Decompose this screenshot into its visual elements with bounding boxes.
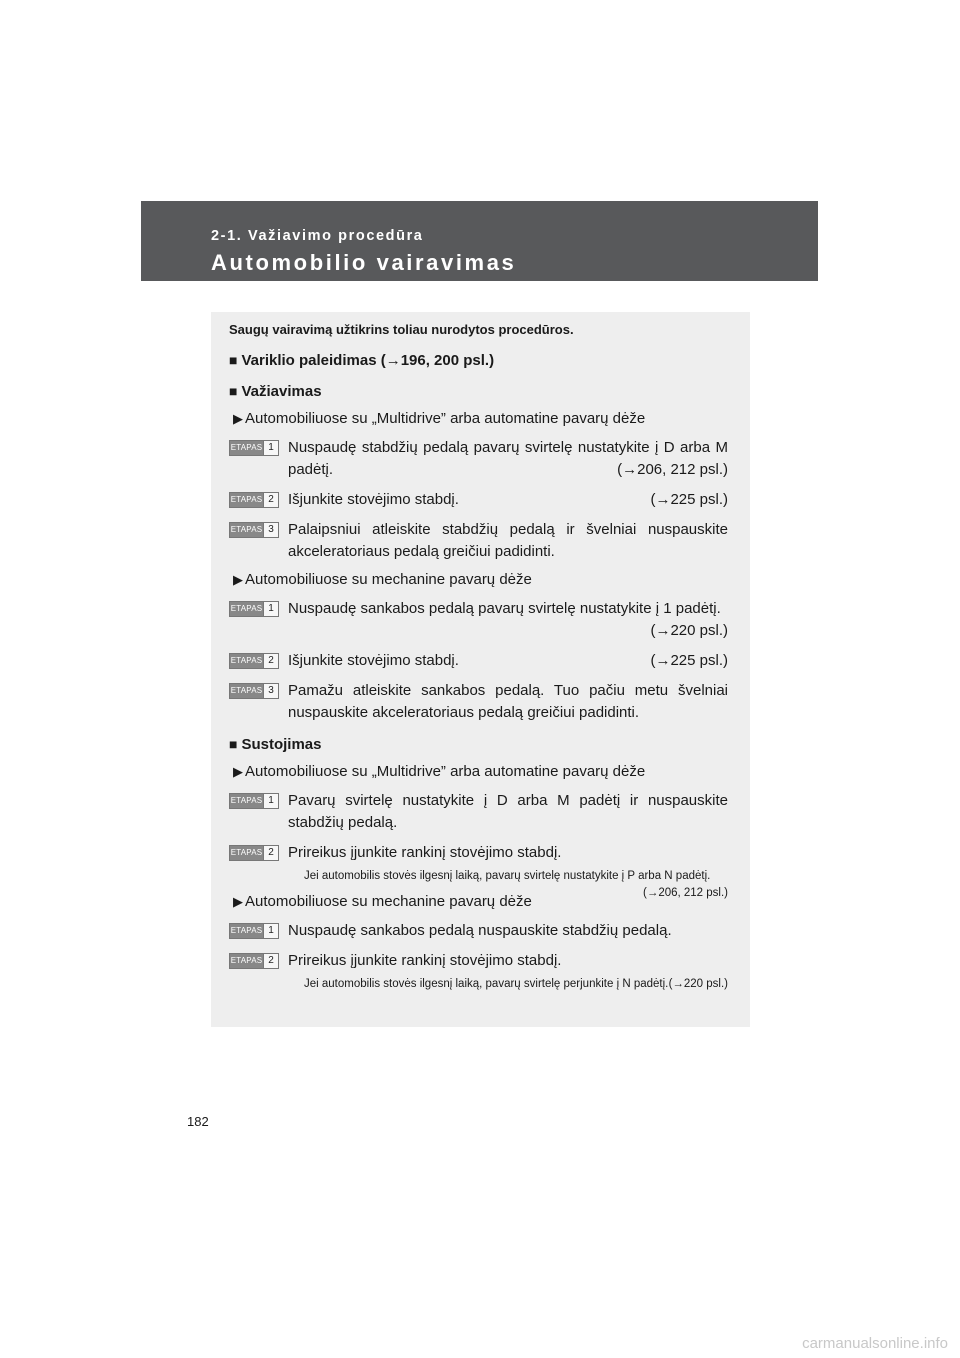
step-badge-label: ETAPAS (230, 654, 263, 668)
section-heading-text: Sustojimas (241, 736, 322, 753)
step-note (304, 868, 728, 899)
subsection-title-text: Automobiliuose su mechanine pavarų dėže (245, 893, 532, 910)
watermark: carmanualsonline.info (802, 1335, 948, 1352)
step-badge-icon (229, 845, 279, 861)
step-number: 3 (263, 684, 278, 698)
section-heading-text: Važiavimas (241, 383, 322, 400)
page-reference: (→206, 212 psl.) (617, 461, 728, 478)
triangle-bullet-icon: ▶ (233, 572, 243, 587)
step-row (229, 437, 728, 481)
step-text (288, 489, 728, 511)
step-number: 2 (263, 493, 278, 507)
step-row (229, 650, 728, 672)
step-badge-label: ETAPAS (230, 602, 263, 616)
procedure-sections (229, 350, 728, 993)
step-badge-label: ETAPAS (230, 846, 263, 860)
step-badge-label: ETAPAS (230, 523, 263, 537)
square-bullet-icon: ■ (229, 352, 238, 368)
procedure-panel (211, 312, 750, 1027)
step-row (229, 680, 728, 724)
subsection-title-text: Automobiliuose su „Multidrive” arba automatine pavarų dėže (245, 410, 646, 427)
step-number: 2 (263, 846, 278, 860)
step-badge-icon (229, 653, 279, 669)
step-badge-icon (229, 793, 279, 809)
step-note-text: Jei automobilis stovės ilgesnį laiką, pavarų svirtelę nustatykite į P arba N padėtį. (304, 870, 711, 882)
step-badge-label: ETAPAS (230, 441, 263, 455)
page-reference: (→220 psl.) (650, 622, 728, 639)
step-row (229, 489, 728, 511)
step-text (288, 650, 728, 672)
step-badge-icon (229, 923, 279, 939)
step-row (229, 519, 728, 563)
step-badge-label: ETAPAS (230, 924, 263, 938)
step-badge-label: ETAPAS (230, 954, 263, 968)
step-number: 2 (263, 954, 278, 968)
section-heading (229, 734, 728, 755)
page-reference: (→220 psl.) (668, 978, 728, 990)
section-label: 2-1. Važiavimo procedūra (211, 228, 424, 244)
step-badge-icon (229, 522, 279, 538)
step-badge-icon (229, 683, 279, 699)
step-text-content: Išjunkite stovėjimo stabdį. (288, 652, 459, 669)
intro-text: Saugų vairavimą užtikrins toliau nurodytos procedūros. (229, 322, 574, 337)
step-text-content: Nuspaudę sankabos pedalą pavarų svirtelę nustatykite į 1 padėtį. (288, 600, 721, 617)
step-row (229, 598, 728, 642)
step-note (304, 976, 728, 993)
section-heading (229, 350, 728, 371)
subsection-title-text: Automobiliuose su „Multidrive” arba automatine pavarų dėže (245, 763, 646, 780)
step-text-content: Prireikus įjunkite rankinį stovėjimo stabdį. (288, 952, 562, 969)
step-text-content: Nuspaudę stabdžių pedalą pavarų svirtelę nustatykite į D arba M padėtį. (288, 439, 728, 478)
step-row (229, 842, 728, 864)
step-text (288, 790, 728, 834)
page-number: 182 (187, 1114, 209, 1129)
subsection-title (229, 762, 728, 782)
step-number: 1 (263, 794, 278, 808)
step-number: 2 (263, 654, 278, 668)
step-text (288, 920, 728, 942)
step-badge-label: ETAPAS (230, 684, 263, 698)
square-bullet-icon: ■ (229, 383, 238, 399)
step-text-content: Pamažu atleiskite sankabos pedalą. Tuo pačiu metu švelniai nuspauskite akceleratoriaus pedalą greičiui padidinti. (288, 682, 728, 721)
step-text (288, 842, 728, 864)
step-text (288, 950, 728, 972)
step-number: 1 (263, 441, 278, 455)
triangle-bullet-icon: ▶ (233, 411, 243, 426)
section-heading-text: Variklio paleidimas (→196, 200 psl.) (241, 352, 495, 369)
page-reference: (→225 psl.) (650, 491, 728, 508)
step-text (288, 437, 728, 481)
step-badge-icon (229, 492, 279, 508)
step-text (288, 680, 728, 724)
step-row (229, 950, 728, 972)
step-text-content: Nuspaudę sankabos pedalą nuspauskite stabdžių pedalą. (288, 922, 672, 939)
step-badge-icon (229, 953, 279, 969)
step-number: 1 (263, 924, 278, 938)
step-badge-label: ETAPAS (230, 794, 263, 808)
step-text (288, 598, 728, 642)
triangle-bullet-icon: ▶ (233, 894, 243, 909)
step-note-text: Jei automobilis stovės ilgesnį laiką, pavarų svirtelę perjunkite į N padėtį. (304, 978, 669, 990)
step-text-content: Išjunkite stovėjimo stabdį. (288, 491, 459, 508)
step-text-content: Palaipsniui atleiskite stabdžių pedalą ir švelniai nuspauskite akceleratoriaus pedalą greičiui padidinti. (288, 521, 728, 560)
step-badge-icon (229, 601, 279, 617)
page-reference: (→206, 212 psl.) (642, 887, 728, 899)
subsection-title (229, 570, 728, 590)
step-badge-icon (229, 440, 279, 456)
step-text-content: Pavarų svirtelę nustatykite į D arba M padėtį ir nuspauskite stabdžių pedalą. (288, 792, 728, 831)
step-text (288, 519, 728, 563)
triangle-bullet-icon: ▶ (233, 764, 243, 779)
step-row (229, 920, 728, 942)
section-heading (229, 381, 728, 402)
step-badge-label: ETAPAS (230, 493, 263, 507)
section-header (141, 201, 818, 281)
step-text-content: Prireikus įjunkite rankinį stovėjimo stabdį. (288, 844, 562, 861)
subsection-title-text: Automobiliuose su mechanine pavarų dėže (245, 571, 532, 588)
subsection-title (229, 409, 728, 429)
page-reference: (→225 psl.) (650, 652, 728, 669)
page-title: Automobilio vairavimas (211, 250, 517, 275)
step-number: 3 (263, 523, 278, 537)
step-row (229, 790, 728, 834)
square-bullet-icon: ■ (229, 736, 238, 752)
step-number: 1 (263, 602, 278, 616)
